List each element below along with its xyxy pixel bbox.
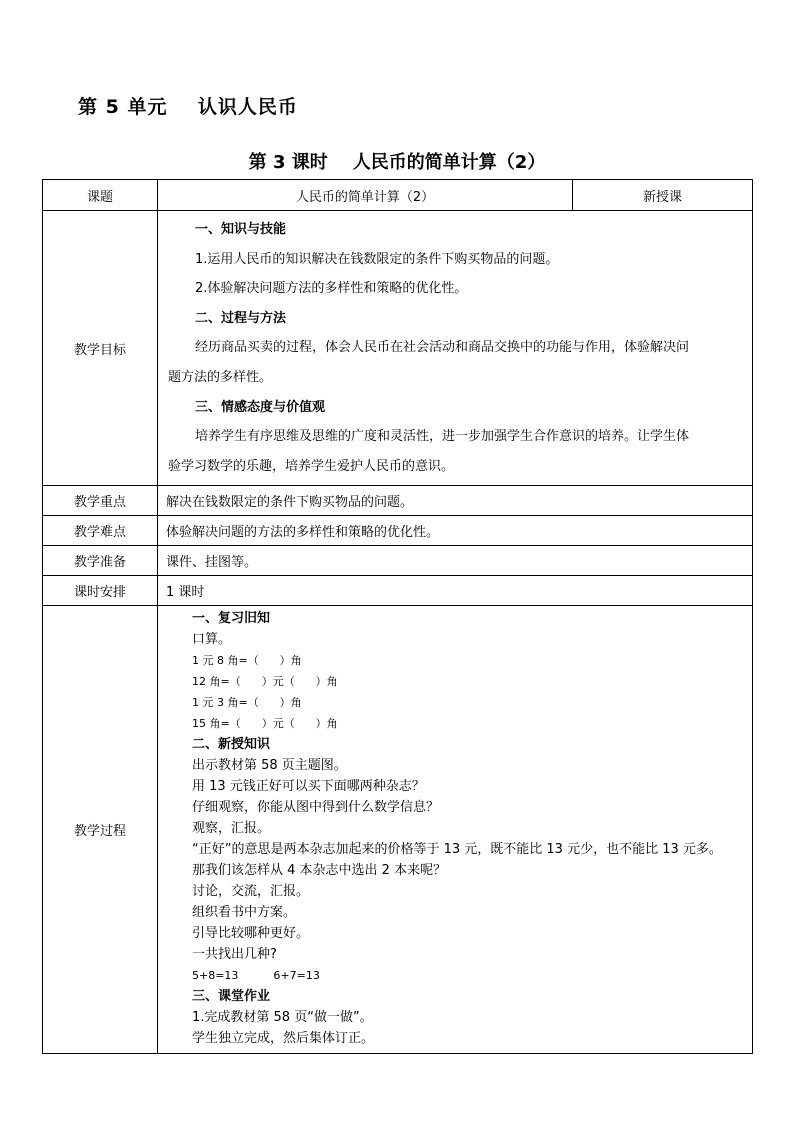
topic-label: 课题	[43, 180, 158, 211]
objectives-label: 教学目标	[43, 211, 158, 486]
preparation-value: 课件、挂图等。	[158, 546, 753, 576]
process-line: “正好”的意思是两本杂志加起来的价格等于 13 元，既不能比 13 元少，也不能比 13 元多。	[192, 842, 722, 858]
process-line: 1 元 3 角=（ ）角	[192, 696, 302, 710]
lesson-plan-table	[42, 179, 753, 1054]
schedule-row	[43, 576, 753, 606]
process-label: 教学过程	[43, 606, 158, 1054]
process-row	[43, 606, 753, 1054]
process-content	[158, 606, 753, 1054]
process-line: 出示教材第 58 页主题图。	[192, 758, 347, 774]
difficulty-value: 体验解决问题的方法的多样性和策略的优化性。	[158, 516, 753, 546]
key-point-value: 解决在钱数限定的条件下购买物品的问题。	[158, 486, 753, 516]
objective-section-heading: 二、过程与方法	[195, 310, 287, 326]
process-line: 15 角=（ ）元（ ）角	[192, 717, 338, 731]
objective-section-heading: 一、知识与技能	[195, 222, 287, 237]
objectives-content	[158, 211, 753, 486]
process-section-heading: 一、复习旧知	[192, 611, 271, 627]
objective-line: 培养学生有序思维及思维的广度和灵活性，进一步加强学生合作意识的培养。让学生体	[195, 429, 690, 445]
process-line: 用 13 元钱正好可以买下面哪两种杂志？	[192, 779, 425, 795]
lesson-type: 新授课	[573, 180, 753, 211]
process-line: 1.完成教材第 58 页“做一做”。	[192, 1010, 373, 1026]
objective-line: 1.运用人民币的知识解决在钱数限定的条件下购买物品的问题。	[195, 251, 559, 267]
schedule-label: 课时安排	[43, 576, 158, 606]
process-line: 引导比较哪种更好。	[192, 926, 310, 942]
schedule-value: 1 课时	[158, 576, 753, 606]
process-line: 那我们该怎样从 4 本杂志中选出 2 本来呢？	[192, 863, 447, 879]
lesson-title: 第 3 课时 人民币的简单计算（2）	[248, 152, 546, 173]
process-section-heading: 二、新授知识	[192, 737, 271, 753]
difficulty-row	[43, 516, 753, 546]
topic-row	[43, 180, 753, 211]
process-line: 仔细观察，你能从图中得到什么数学信息？	[192, 800, 440, 816]
process-line: 观察，汇报。	[192, 821, 271, 837]
objective-section-heading: 三、情感态度与价值观	[195, 399, 326, 415]
process-line: 1 元 8 角=（ ）角	[192, 654, 302, 668]
key-point-label: 教学重点	[43, 486, 158, 516]
process-line: 学生独立完成，然后集体订正。	[192, 1031, 375, 1047]
process-line: 口算。	[192, 632, 232, 648]
objective-line: 2.体验解决问题方法的多样性和策略的优化性。	[195, 281, 468, 297]
topic-value: 人民币的简单计算（2）	[158, 180, 573, 211]
preparation-label: 教学准备	[43, 546, 158, 576]
process-line: 组织看书中方案。	[192, 905, 297, 921]
difficulty-label: 教学难点	[43, 516, 158, 546]
preparation-row	[43, 546, 753, 576]
unit-title: 第 5 单元 认识人民币	[78, 96, 298, 118]
process-section-heading: 三、课堂作业	[192, 989, 271, 1005]
objective-line: 题方法的多样性。	[168, 369, 273, 385]
key-point-row	[43, 486, 753, 516]
objectives-row	[43, 211, 753, 486]
process-line: 一共找出几种?	[192, 947, 277, 963]
objective-line: 经历商品买卖的过程，体会人民币在社会活动和商品交换中的功能与作用，体验解决问	[195, 340, 690, 356]
objective-line: 验学习数学的乐趣，培养学生爱护人民币的意识。	[168, 458, 455, 474]
process-line: 讨论，交流，汇报。	[192, 884, 310, 900]
process-line: 12 角=（ ）元（ ）角	[192, 675, 338, 689]
process-line: 5+8=13 6+7=13	[192, 969, 320, 983]
